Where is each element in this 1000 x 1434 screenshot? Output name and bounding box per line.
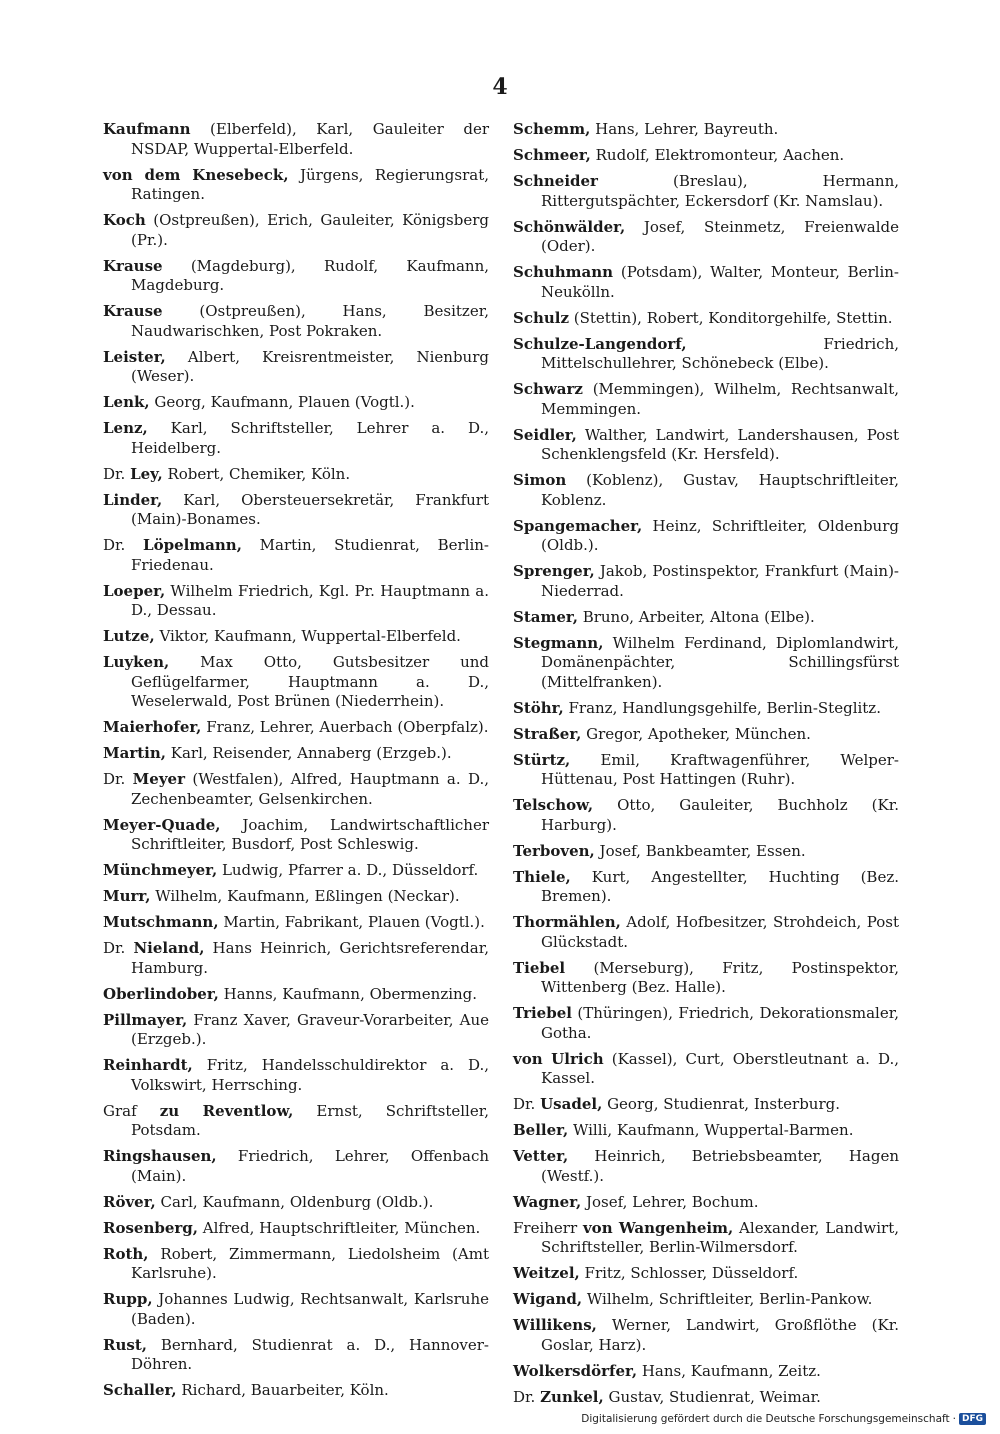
- entry-details: Fritz, Schlosser, Düsseldorf.: [579, 1264, 799, 1282]
- entry-details: Franz Xaver, Graveur-Vorarbeiter, Aue (Erzgeb.).: [131, 1010, 489, 1048]
- directory-entry: [513, 335, 899, 374]
- entry-prefix: Dr.: [103, 536, 144, 554]
- directory-entry: [103, 536, 489, 575]
- entry-details: Otto, Gauleiter, Buchholz (Kr. Harburg).: [541, 796, 899, 834]
- entry-details: Karl, Reisender, Annaberg (Erzgeb.).: [165, 744, 452, 762]
- directory-entry: [513, 517, 899, 556]
- entry-prefix: Dr.: [103, 464, 131, 483]
- entry-name: zu Reventlow,: [159, 1101, 294, 1120]
- entry-details: Heinz, Schriftleiter, Oldenburg (Oldb.).: [541, 516, 899, 554]
- directory-entry: [103, 1336, 489, 1375]
- directory-entry: [103, 1011, 489, 1050]
- directory-entry: [103, 985, 489, 1005]
- directory-entry: [103, 913, 489, 933]
- directory-entry: [103, 1381, 489, 1401]
- directory-entry: [103, 348, 489, 387]
- directory-entry: [513, 1290, 899, 1310]
- entry-details: Friedrich, Lehrer, Offenbach (Main).: [131, 1147, 489, 1185]
- entry-details: Josef, Steinmetz, Freienwalde (Oder).: [541, 217, 899, 255]
- entry-details: Adolf, Hofbesitzer, Strohdeich, Post Glückstadt.: [541, 913, 899, 951]
- entry-details: Martin, Fabrikant, Plauen (Vogtl.).: [218, 913, 485, 931]
- entry-name: Pillmayer,: [103, 1010, 188, 1029]
- directory-entry: [513, 218, 899, 257]
- directory-entry: [513, 120, 899, 140]
- entry-details: Bernhard, Studienrat a. D., Hannover-Döhren.: [131, 1335, 489, 1373]
- directory-entry: [513, 725, 899, 745]
- entry-details: Richard, Bauarbeiter, Köln.: [176, 1381, 389, 1399]
- entry-name: Ringshausen,: [103, 1147, 217, 1165]
- entry-details: (Ostpreußen), Hans, Besitzer, Naudwarischken, Post Pokraken.: [131, 302, 489, 340]
- entry-name: Vetter,: [513, 1147, 569, 1165]
- entry-name: Schwarz: [513, 380, 583, 398]
- entry-name: Oberlindober,: [103, 984, 219, 1003]
- directory-entry: [513, 913, 899, 952]
- directory-entry: [103, 582, 489, 621]
- directory-entry: [513, 426, 899, 465]
- entry-details: Robert, Zimmermann, Liedolsheim (Amt Karlsruhe).: [131, 1244, 489, 1282]
- entry-details: Fritz, Handelsschuldirektor a. D., Volkswirt, Herrsching.: [131, 1056, 489, 1094]
- directory-entry: [103, 1056, 489, 1095]
- entry-details: Franz, Lehrer, Auerbach (Oberpfalz).: [201, 718, 489, 736]
- directory-entry: [513, 309, 899, 329]
- directory-entry: [513, 608, 899, 628]
- directory-entry: [513, 1193, 899, 1213]
- entry-name: Murr,: [103, 887, 151, 905]
- entry-name: Leister,: [103, 347, 166, 366]
- directory-entry: [513, 1095, 899, 1115]
- entry-name: Kaufmann: [103, 120, 191, 138]
- entry-name: Roth,: [103, 1244, 149, 1263]
- directory-entry: [103, 744, 489, 764]
- directory-entry: [513, 1219, 899, 1258]
- entry-name: Luyken,: [103, 653, 170, 671]
- entry-details: Willi, Kaufmann, Wuppertal-Barmen.: [568, 1121, 854, 1139]
- entry-name: Telschow,: [513, 796, 594, 814]
- directory-entry: [103, 627, 489, 647]
- directory-entry: [103, 465, 489, 485]
- entry-details: (Stettin), Robert, Konditorgehilfe, Stettin.: [569, 308, 893, 327]
- entry-details: Albert, Kreisrentmeister, Nienburg (Weser).: [131, 347, 489, 385]
- entry-name: Maierhofer,: [103, 718, 202, 736]
- directory-entry: [103, 491, 489, 530]
- directory-entry: [513, 751, 899, 790]
- entry-details: Hans Heinrich, Gerichtsreferendar, Hamburg.: [131, 939, 489, 977]
- entry-details: Alexander, Landwirt, Schriftsteller, Berlin-Wilmersdorf.: [541, 1218, 899, 1256]
- entry-name: von Wangenheim,: [582, 1218, 734, 1237]
- entry-details: (Kassel), Curt, Oberstleutnant a. D., Kassel.: [541, 1049, 899, 1087]
- entry-details: Wilhelm, Schriftleiter, Berlin-Pankow.: [582, 1290, 873, 1308]
- entry-name: von dem Knesebeck,: [103, 165, 289, 184]
- entry-name: Beller,: [513, 1121, 569, 1139]
- entry-name: Spangemacher,: [513, 516, 643, 535]
- directory-entry: [103, 770, 489, 809]
- entry-details: Georg, Studienrat, Insterburg.: [602, 1095, 841, 1113]
- entry-name: Zunkel,: [540, 1387, 604, 1406]
- directory-entry: [513, 1264, 899, 1284]
- entry-name: Tiebel: [513, 958, 566, 977]
- entry-details: (Koblenz), Gustav, Hauptschriftleiter, Koblenz.: [541, 471, 899, 509]
- entry-details: Rudolf, Elektromonteur, Aachen.: [590, 146, 845, 164]
- entry-details: Hanns, Kaufmann, Obermenzing.: [218, 984, 478, 1003]
- entry-details: Joachim, Landwirtschaftlicher Schriftleiter, Busdorf, Post Schleswig.: [131, 815, 489, 853]
- entry-details: Josef, Bankbeamter, Essen.: [594, 841, 806, 860]
- entry-details: (Magdeburg), Rudolf, Kaufmann, Magdeburg.: [131, 256, 489, 294]
- entry-details: Ludwig, Pfarrer a. D., Düsseldorf.: [217, 861, 479, 879]
- directory-entry: [103, 887, 489, 907]
- entry-name: Meyer-Quade,: [103, 815, 221, 834]
- entry-details: Max Otto, Gutsbesitzer und Geflügelfarmer, Hauptmann a. D., Weselerwald, Post Brünen (Niederrhein).: [131, 653, 489, 710]
- entry-details: Heinrich, Betriebsbeamter, Hagen (Westf.).: [541, 1147, 899, 1185]
- entry-name: Simon: [513, 471, 567, 489]
- directory-entry: [513, 1362, 899, 1382]
- entry-details: Johannes Ludwig, Rechtsanwalt, Karlsruhe (Baden).: [131, 1290, 489, 1328]
- entry-details: Wilhelm Ferdinand, Diplomlandwirt, Domänenpächter, Schillingsfürst (Mittelfranken).: [541, 633, 899, 691]
- directory-entry: [103, 120, 489, 159]
- entry-details: Viktor, Kaufmann, Wuppertal-Elberfeld.: [154, 627, 461, 645]
- entry-name: Krause: [103, 302, 163, 320]
- entry-name: Sprenger,: [513, 562, 595, 580]
- directory-entry: [103, 419, 489, 458]
- directory-entry: [103, 302, 489, 341]
- entry-details: Jakob, Postinspektor, Frankfurt (Main)-Niederrad.: [541, 562, 899, 600]
- entry-name: Stürtz,: [513, 750, 571, 769]
- entry-details: Franz, Handlungsgehilfe, Berlin-Steglitz.: [563, 698, 881, 717]
- entry-details: Emil, Kraftwagenführer, Welper-Hüttenau, Post Hattingen (Ruhr).: [541, 750, 899, 788]
- left-column: [103, 120, 489, 1407]
- directory-entry: [103, 1245, 489, 1284]
- directory-entry: [513, 796, 899, 835]
- directory-entry: [103, 939, 489, 978]
- directory-entry: [103, 653, 489, 712]
- directory-entry: [513, 380, 899, 419]
- entry-details: (Thüringen), Friedrich, Dekorationsmaler, Gotha.: [541, 1004, 899, 1042]
- entry-name: Nieland,: [133, 939, 205, 957]
- entry-name: Schulz: [513, 308, 569, 327]
- entry-details: Robert, Chemiker, Köln.: [162, 464, 351, 483]
- entry-name: Linder,: [103, 490, 163, 509]
- directory-entry: [513, 263, 899, 302]
- entry-details: (Ostpreußen), Erich, Gauleiter, Königsberg (Pr.).: [131, 211, 489, 249]
- entry-name: Thormählen,: [513, 913, 621, 931]
- directory-entry: [513, 1121, 899, 1141]
- entry-name: Stöhr,: [513, 698, 564, 717]
- entry-name: Straßer,: [513, 724, 582, 743]
- entry-name: Münchmeyer,: [103, 861, 218, 879]
- entry-details: Gustav, Studienrat, Weimar.: [603, 1387, 821, 1406]
- entry-name: Koch: [103, 211, 146, 229]
- entry-name: Rupp,: [103, 1290, 153, 1308]
- entry-name: Stamer,: [513, 607, 578, 626]
- entry-details: (Merseburg), Fritz, Postinspektor, Wittenberg (Bez. Halle).: [541, 958, 899, 996]
- entry-details: Ernst, Schriftsteller, Potsdam.: [131, 1101, 489, 1139]
- directory-entry: [103, 1147, 489, 1186]
- entry-details: Martin, Studienrat, Berlin-Friedenau.: [131, 536, 489, 574]
- entry-details: Carl, Kaufmann, Oldenburg (Oldb.).: [155, 1192, 434, 1211]
- entry-prefix: Graf: [103, 1101, 160, 1120]
- directory-entry: [103, 1219, 489, 1239]
- entry-name: Lutze,: [103, 627, 155, 645]
- entry-details: Hans, Lehrer, Bayreuth.: [590, 120, 779, 138]
- directory-entry: [513, 699, 899, 719]
- entry-details: Georg, Kaufmann, Plauen (Vogtl.).: [149, 393, 415, 411]
- directory-entry: [103, 257, 489, 296]
- entry-details: (Westfalen), Alfred, Hauptmann a. D., Zechenbeamter, Gelsenkirchen.: [131, 770, 489, 808]
- entry-name: Schneider: [513, 172, 598, 190]
- entry-name: Schuhmann: [513, 263, 614, 281]
- directory-entry: [103, 1193, 489, 1213]
- directory-entry: [513, 842, 899, 862]
- entry-name: Martin,: [103, 744, 166, 762]
- dfg-logo: DFG: [959, 1413, 986, 1425]
- directory-entry: [513, 959, 899, 998]
- entry-details: Josef, Lehrer, Bochum.: [581, 1192, 759, 1211]
- entry-name: Seidler,: [513, 425, 577, 444]
- directory-entry: [513, 146, 899, 166]
- entry-details: Kurt, Angestellter, Huchting (Bez. Bremen).: [541, 867, 899, 905]
- directory-entry: [513, 1388, 899, 1408]
- entry-prefix: Dr.: [513, 1095, 541, 1113]
- entry-name: Triebel: [513, 1004, 572, 1022]
- entry-name: Wigand,: [513, 1290, 583, 1308]
- directory-entry: [513, 1316, 899, 1355]
- footer-text: Digitalisierung gefördert durch die Deutsche Forschungsgemeinschaft: [581, 1413, 950, 1425]
- directory-entry: [103, 861, 489, 881]
- digitization-footer: [581, 1413, 986, 1425]
- entry-name: Krause: [103, 256, 163, 275]
- directory-entry: [513, 471, 899, 510]
- page-number: 4: [492, 74, 508, 100]
- entry-name: Willikens,: [513, 1316, 597, 1334]
- entry-details: Hans, Kaufmann, Zeitz.: [637, 1361, 821, 1380]
- entry-name: Löpelmann,: [143, 536, 242, 554]
- entry-name: Schulze-Langendorf,: [513, 334, 687, 353]
- entry-name: Weitzel,: [513, 1264, 580, 1282]
- entry-details: Friedrich, Mittelschullehrer, Schönebeck (Elbe).: [541, 334, 899, 372]
- entry-name: Reinhardt,: [103, 1056, 193, 1074]
- entry-prefix: Dr.: [103, 939, 134, 957]
- entry-name: Schönwälder,: [513, 217, 626, 236]
- right-column: [513, 120, 899, 1414]
- entry-name: Schmeer,: [513, 146, 591, 164]
- entry-name: Rust,: [103, 1335, 147, 1354]
- entry-name: Meyer: [132, 770, 185, 788]
- entry-name: Thiele,: [513, 867, 571, 886]
- footer-separator: ·: [952, 1413, 956, 1425]
- entry-prefix: Dr.: [513, 1387, 541, 1406]
- entry-details: Alfred, Hauptschriftleiter, München.: [198, 1218, 481, 1237]
- entry-details: Gregor, Apotheker, München.: [581, 724, 811, 743]
- directory-entry: [103, 166, 489, 205]
- entry-details: Wilhelm Friedrich, Kgl. Pr. Hauptmann a. D., Dessau.: [131, 581, 489, 619]
- entry-details: (Breslau), Hermann, Rittergutspächter, Eckersdorf (Kr. Namslau).: [541, 172, 899, 210]
- entry-prefix: Dr.: [103, 770, 133, 788]
- directory-entry: [103, 1290, 489, 1329]
- directory-entry: [513, 634, 899, 693]
- directory-entry: [513, 868, 899, 907]
- entry-details: Werner, Landwirt, Großflöthe (Kr. Goslar, Harz).: [541, 1316, 899, 1354]
- directory-entry: [103, 718, 489, 738]
- entry-name: Ley,: [130, 464, 163, 483]
- entry-details: Jürgens, Regierungsrat, Ratingen.: [131, 165, 489, 203]
- directory-entry: [103, 393, 489, 413]
- directory-entry: [103, 211, 489, 250]
- entry-name: Röver,: [103, 1192, 156, 1211]
- directory-entry: [513, 1147, 899, 1186]
- directory-entry: [103, 816, 489, 855]
- entry-details: Karl, Schriftsteller, Lehrer a. D., Heidelberg.: [131, 419, 489, 457]
- entry-name: Lenk,: [103, 393, 150, 411]
- entry-name: Wolkersdörfer,: [513, 1361, 638, 1380]
- entry-name: Lenz,: [103, 419, 148, 437]
- entry-prefix: Freiherr: [513, 1218, 583, 1237]
- entry-name: Stegmann,: [513, 633, 604, 652]
- entry-name: Mutschmann,: [103, 913, 219, 931]
- directory-entry: [513, 1050, 899, 1089]
- entry-name: Loeper,: [103, 581, 166, 600]
- entry-name: von Ulrich: [513, 1049, 604, 1068]
- entry-name: Schemm,: [513, 120, 591, 138]
- entry-details: Karl, Obersteuersekretär, Frankfurt (Main)-Bonames.: [131, 490, 489, 528]
- entry-details: Walther, Landwirt, Landershausen, Post Schenklengsfeld (Kr. Hersfeld).: [541, 425, 899, 463]
- entry-name: Usadel,: [540, 1095, 603, 1113]
- entry-name: Schaller,: [103, 1381, 177, 1399]
- entry-details: (Elberfeld), Karl, Gauleiter der NSDAP, Wuppertal-Elberfeld.: [131, 120, 489, 158]
- directory-entry: [513, 562, 899, 601]
- entry-name: Wagner,: [513, 1192, 582, 1211]
- directory-entry: [103, 1102, 489, 1141]
- entry-name: Rosenberg,: [103, 1218, 199, 1237]
- entry-name: Terboven,: [513, 841, 595, 860]
- entry-details: (Memmingen), Wilhelm, Rechtsanwalt, Memmingen.: [541, 380, 899, 418]
- entry-details: (Potsdam), Walter, Monteur, Berlin-Neukölln.: [541, 263, 899, 301]
- entry-details: Bruno, Arbeiter, Altona (Elbe).: [577, 607, 815, 626]
- directory-entry: [513, 1004, 899, 1043]
- directory-entry: [513, 172, 899, 211]
- entry-details: Wilhelm, Kaufmann, Eßlingen (Neckar).: [150, 887, 460, 905]
